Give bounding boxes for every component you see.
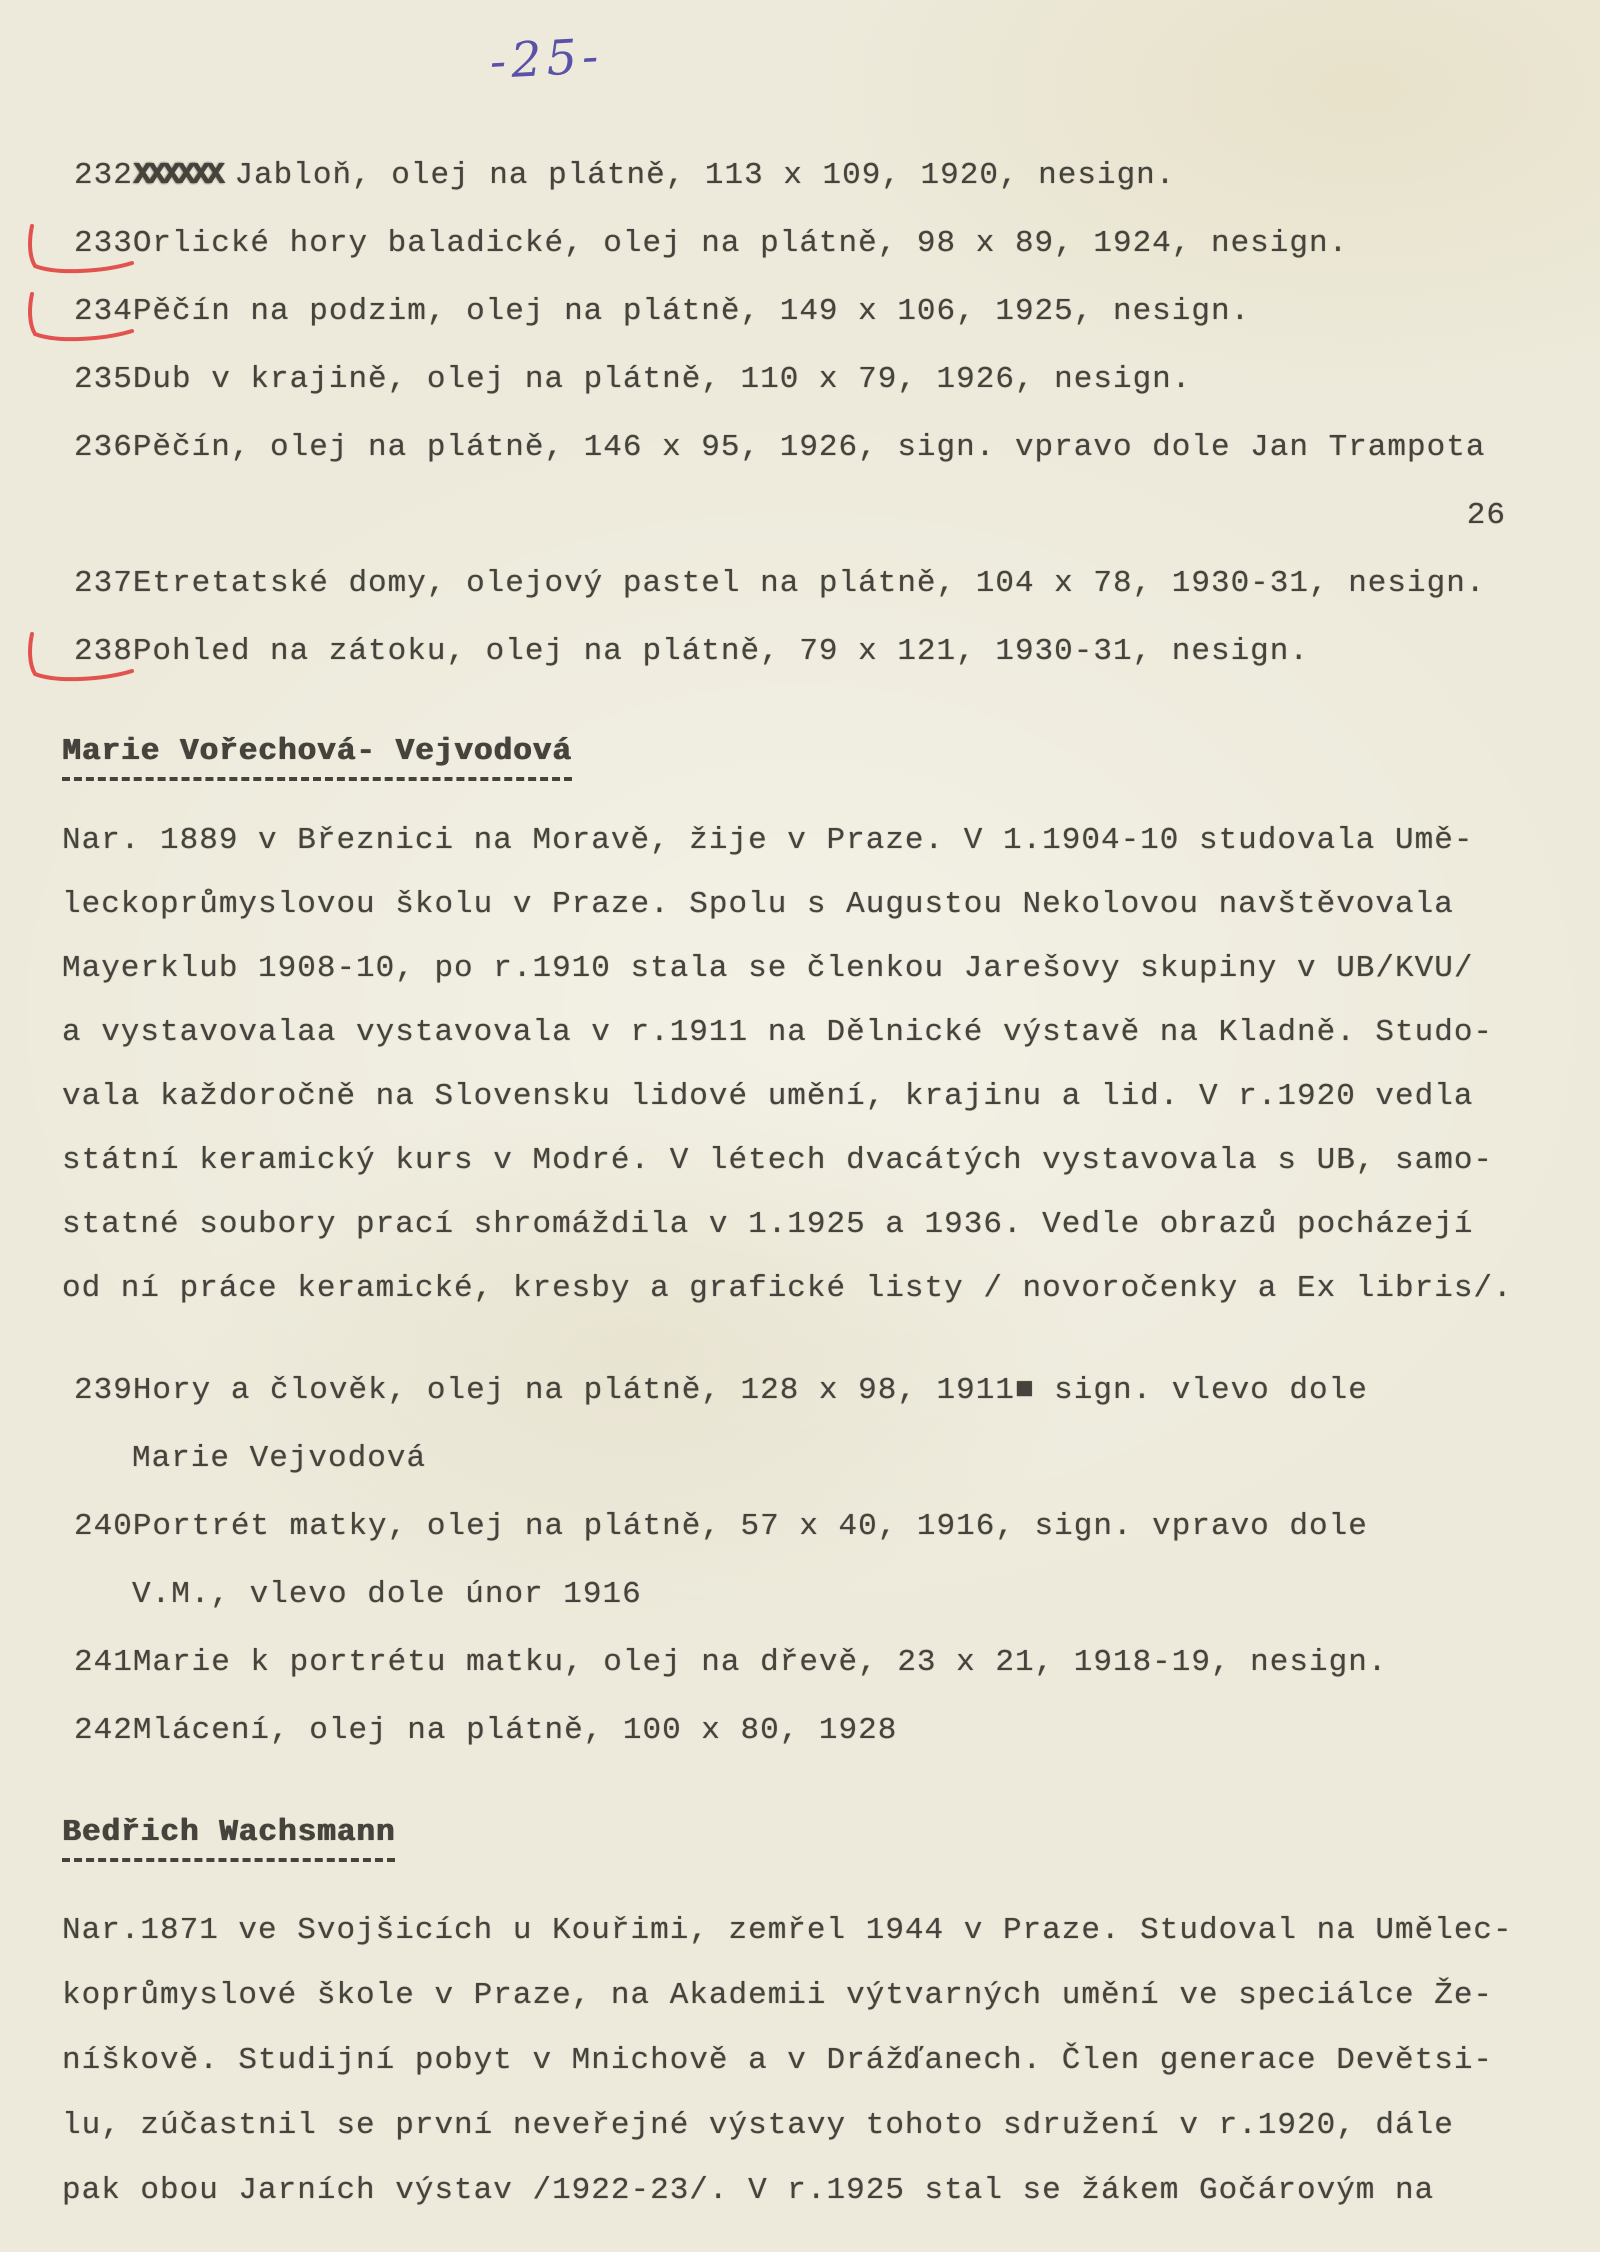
entry-text — [133, 1629, 1540, 1697]
section-bedrich-wachsmann — [60, 1765, 1540, 2223]
entry-number: 237 — [74, 566, 133, 601]
biography-line: leckoprůmyslovou školu v Praze. Spolu s Augustou Nekolovou navštěvovala — [62, 887, 1454, 922]
catalog-entries-middle — [74, 1357, 1540, 1765]
entry-number: 235 — [74, 362, 133, 397]
entry-text — [133, 618, 1540, 686]
entry-line — [74, 346, 1540, 414]
entry-text-main: Mlácení, olej na plátně, 100 x 80, 1928 — [132, 1713, 898, 1748]
catalog-entry — [74, 346, 1540, 414]
entry-number: 234 — [74, 294, 133, 329]
entry-text — [133, 210, 1540, 278]
entry-number: 242 — [74, 1713, 133, 1748]
entry-line — [74, 1493, 1540, 1561]
entry-text-main: Etretatské domy, olejový pastel na plátně, 104 x 78, 1930-31, nesign. — [132, 566, 1486, 601]
catalog-entry — [74, 1697, 1540, 1765]
section-heading: Marie Vořechová- Vejvodová — [62, 732, 572, 781]
biography-paragraph — [62, 1898, 1540, 2223]
biography-line: statné soubory prací shromáždila v 1.1925 a 1936. Vedle obrazů pocházejí — [62, 1207, 1474, 1242]
entry-number: 232 — [74, 158, 133, 193]
entry-continuation-line: V.M., vlevo dole únor 1916 — [132, 1577, 642, 1612]
entry-line — [74, 1357, 1540, 1425]
section-marie-vorechova — [60, 686, 1540, 1321]
biography-line: koprůmyslové škole v Praze, na Akademii výtvarných umění ve speciálce Že- — [62, 1978, 1494, 2013]
entry-line — [74, 618, 1540, 686]
entry-number: 233 — [74, 226, 133, 261]
entry-text — [133, 550, 1540, 618]
catalog-entry — [74, 618, 1540, 686]
entry-text-main: Marie k portrétu matku, olej na dřevě, 23 x 21, 1918-19, nesign. — [132, 1645, 1388, 1680]
handwritten-page-number: -25- — [488, 28, 605, 90]
entry-continuation-line: Marie Vejvodová — [132, 1441, 427, 1476]
entry-text — [133, 142, 1540, 210]
biography-line: Mayerklub 1908-10, po r.1910 stala se členkou Jarešovy skupiny v UB/KVU/ — [62, 951, 1474, 986]
catalog-entry — [74, 278, 1540, 346]
entry-text-main: Hory a člověk, olej na plátně, 128 x 98, 1911■ sign. vlevo dole — [132, 1373, 1368, 1408]
entry-line — [74, 142, 1540, 210]
catalog-entry — [74, 550, 1540, 618]
entry-number: 238 — [74, 634, 133, 669]
catalog-entry — [74, 1629, 1540, 1697]
entry-line — [74, 1697, 1540, 1765]
biography-line: vala každoročně na Slovensku lidové umění, krajinu a lid. V r.1920 vedla — [62, 1079, 1474, 1114]
entry-text-main: Pěčín na podzim, olej na plátně, 149 x 106, 1925, nesign. — [132, 294, 1251, 329]
biography-line: státní keramický kurs v Modré. V létech dvacátých vystavovala s UB, samo- — [62, 1143, 1494, 1178]
biography-line: lu, zúčastnil se první neveřejné výstavy tohoto sdružení v r.1920, dále — [62, 2108, 1454, 2143]
biography-paragraph — [62, 809, 1540, 1321]
catalog-entry — [74, 210, 1540, 278]
entry-text-main: Pohled na zátoku, olej na plátně, 79 x 121, 1930-31, nesign. — [132, 634, 1309, 669]
biography-line: níškově. Studijní pobyt v Mnichově a v Drážďanech. Člen generace Devětsi- — [62, 2043, 1494, 2078]
biography-line: od ní práce keramické, kresby a grafické listy / novoročenky a Ex libris/. — [62, 1271, 1513, 1306]
entry-continuation-line: 26 — [1466, 498, 1506, 533]
biography-line: Nar.1871 ve Svojšicích u Kouřimi, zemřel 1944 v Praze. Studoval na Umělec- — [62, 1913, 1513, 1948]
catalog-entry — [74, 414, 1540, 550]
entry-line — [74, 1629, 1540, 1697]
catalog-entry — [74, 142, 1540, 210]
struck-text: XXXXXX — [132, 158, 221, 193]
entry-line — [74, 414, 1540, 482]
entry-text — [133, 1493, 1540, 1561]
catalog-entry — [74, 1493, 1540, 1629]
catalog-entry — [74, 1357, 1540, 1493]
entry-number: 239 — [74, 1373, 133, 1408]
biography-line: Nar. 1889 v Březnici na Moravě, žije v Praze. V 1.1904-10 studovala Umě- — [62, 823, 1474, 858]
section-heading: Bedřich Wachsmann — [62, 1813, 395, 1862]
entry-number: 240 — [74, 1509, 133, 1544]
entry-text — [133, 414, 1540, 482]
entry-text — [133, 346, 1540, 414]
biography-line: a vystavovalaa vystavovala v r.1911 na Dělnické výstavě na Kladně. Studo- — [62, 1015, 1494, 1050]
entry-text-main: Jabloň, olej na plátně, 113 x 109, 1920, nesign. — [234, 158, 1176, 193]
entry-line — [74, 210, 1540, 278]
entry-text-main: Portrét matky, olej na plátně, 57 x 40, 1916, sign. vpravo dole — [132, 1509, 1368, 1544]
catalog-entries-top — [74, 142, 1540, 686]
entry-text-main: Pěčín, olej na plátně, 146 x 95, 1926, sign. vpravo dole Jan Trampota — [132, 430, 1486, 465]
biography-line: pak obou Jarních výstav /1922-23/. V r.1925 stal se žákem Gočárovým na — [62, 2173, 1435, 2208]
entry-line — [74, 550, 1540, 618]
entry-number: 241 — [74, 1645, 133, 1680]
entry-line — [74, 278, 1540, 346]
entry-text — [133, 1357, 1540, 1425]
entry-text-main: Orlické hory baladické, olej na plátně, 98 x 89, 1924, nesign. — [132, 226, 1349, 261]
entry-text-main: Dub v krajině, olej na plátně, 110 x 79, 1926, nesign. — [132, 362, 1192, 397]
entry-text — [133, 278, 1540, 346]
entry-text — [133, 1697, 1540, 1765]
entry-number: 236 — [74, 430, 133, 465]
